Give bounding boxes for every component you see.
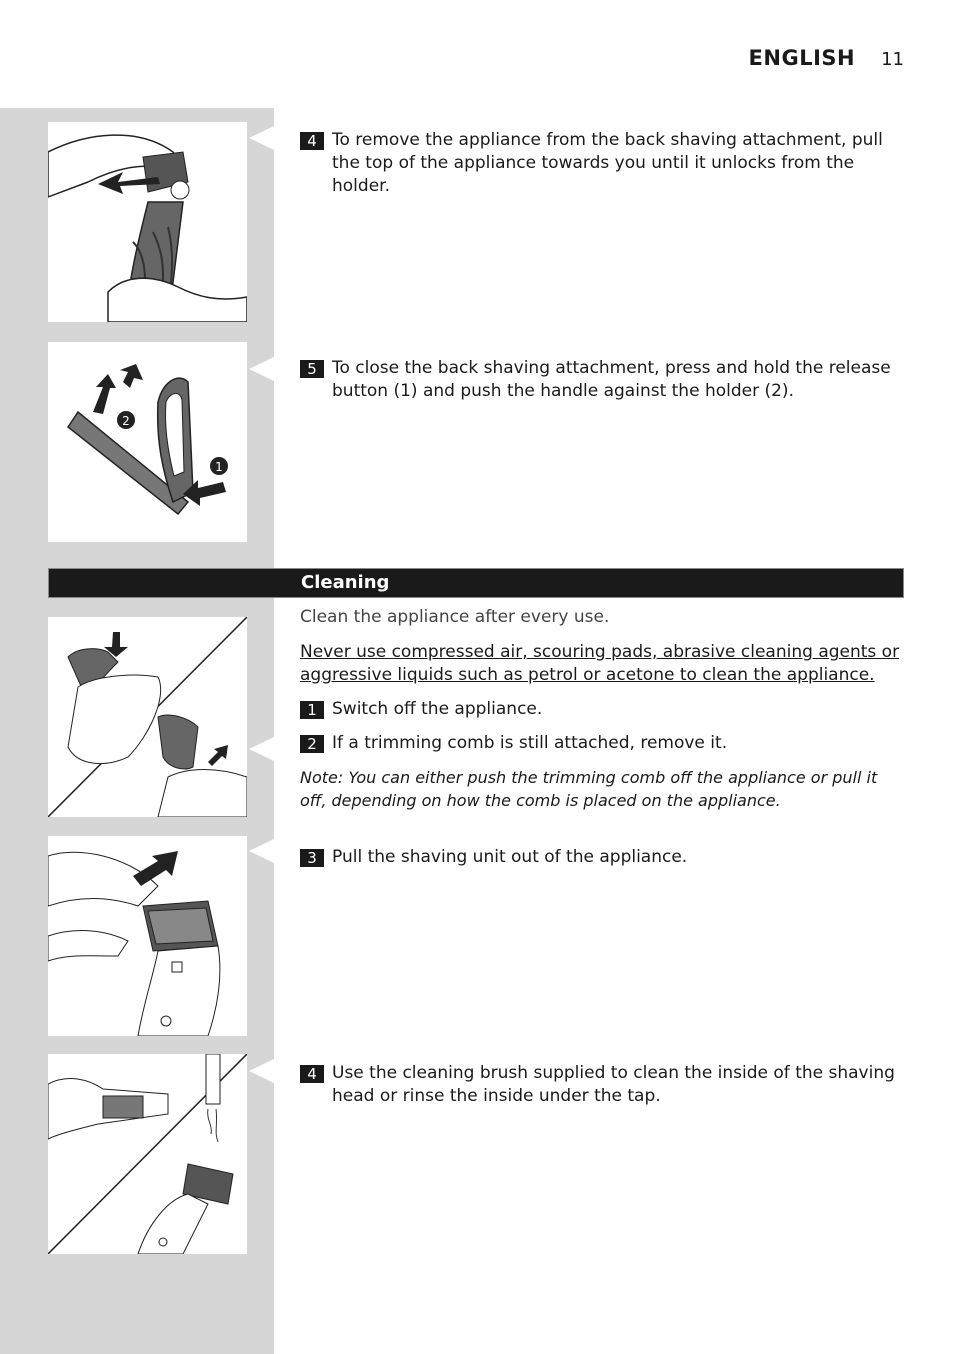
figure-pointer — [249, 126, 274, 150]
step-number: 5 — [300, 360, 324, 378]
step-2-remove-comb — [300, 732, 900, 755]
step-text: If a trimming comb is still attached, remove it. — [332, 733, 728, 753]
figure-pull-shaving-unit — [48, 836, 247, 1036]
section-header-cleaning — [48, 568, 904, 598]
figure-pointer — [249, 839, 274, 863]
figure-pointer — [249, 1059, 274, 1083]
step-4-clean-brush — [300, 1062, 900, 1108]
cleaning-note: Note: You can either push the trimming comb off the appliance or pull it off, depending on how the comb is placed on the appliance. — [300, 768, 878, 810]
language-label: ENGLISH — [748, 46, 856, 70]
step-text: Pull the shaving unit out of the appliance. — [332, 847, 688, 867]
step-number: 4 — [300, 1065, 324, 1083]
figure-close-attachment — [48, 342, 247, 542]
cleaning-warning — [300, 641, 900, 687]
step-3-pull-unit — [300, 846, 900, 869]
step-4-remove — [300, 129, 900, 198]
page-header — [749, 46, 904, 70]
figure-remove-comb — [48, 617, 247, 817]
figure-remove-appliance — [48, 122, 247, 322]
step-text: Use the cleaning brush supplied to clean the inside of the shaving head or rinse the inside under the tap. — [332, 1063, 895, 1106]
figure-pointer — [249, 737, 274, 761]
warning-text: Never use compressed air, scouring pads, abrasive cleaning agents or aggressive liquids such as petrol or acetone to clean the appliance. — [300, 642, 900, 685]
step-number: 4 — [300, 132, 324, 150]
step-1-switch-off — [300, 698, 900, 721]
step-text: To close the back shaving attachment, press and hold the release button (1) and push the handle against the holder (2). — [332, 358, 891, 401]
step-text: To remove the appliance from the back shaving attachment, pull the top of the appliance towards you until it unlocks from the holder. — [332, 130, 883, 196]
step-number: 3 — [300, 849, 324, 867]
callout-1: 1 — [215, 460, 223, 474]
step-number: 1 — [300, 701, 324, 719]
step-5-close — [300, 357, 900, 403]
figure-pointer — [249, 357, 274, 381]
step-number: 2 — [300, 735, 324, 753]
section-title: Cleaning — [301, 572, 390, 593]
page-number: 11 — [881, 49, 904, 70]
figure-clean-brush — [48, 1054, 247, 1254]
cleaning-intro: Clean the appliance after every use. — [300, 607, 610, 627]
callout-2: 2 — [122, 414, 130, 428]
step-text: Switch off the appliance. — [332, 699, 543, 719]
